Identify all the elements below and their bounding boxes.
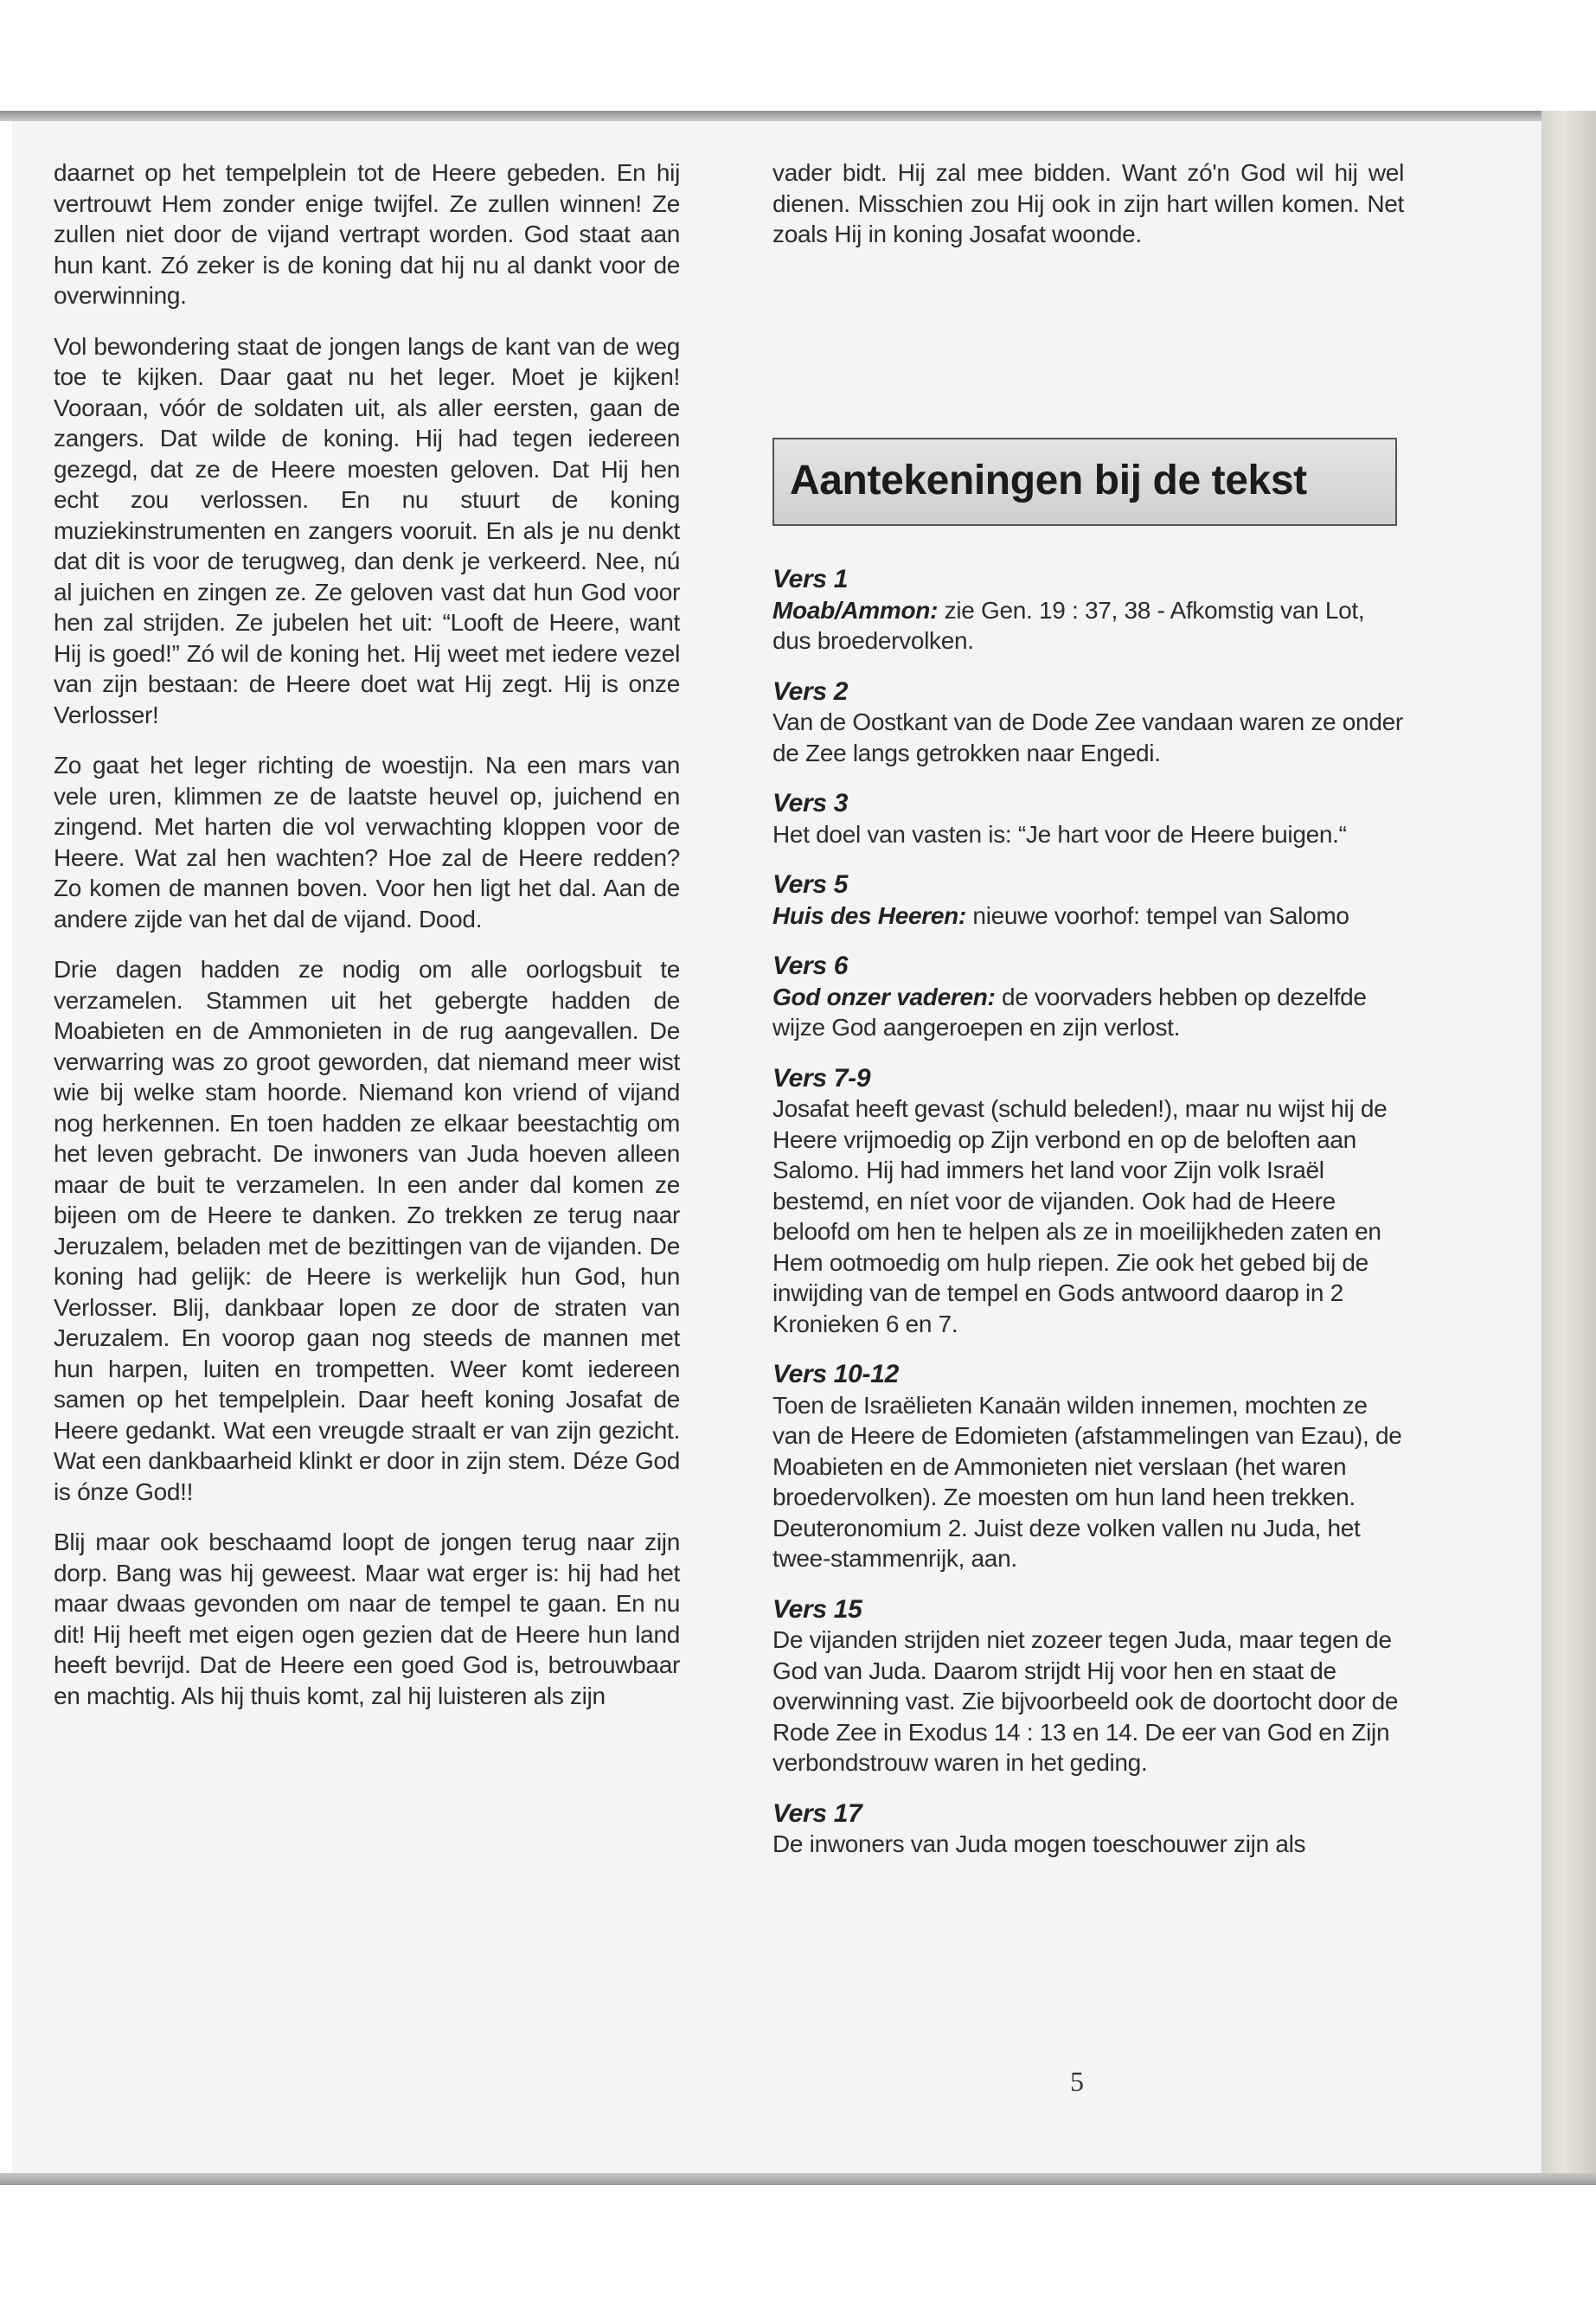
note-title: Vers 17 xyxy=(772,1798,862,1828)
note-title: Vers 5 xyxy=(772,870,849,899)
note-vers-15 xyxy=(772,1594,1404,1779)
note-text: nieuwe voorhof: tempel van Salomo xyxy=(965,901,1349,929)
note-text: De inwoners van Juda mogen toeschouwer zijn als xyxy=(772,1830,1306,1857)
note-title: Vers 6 xyxy=(772,952,849,980)
notes-heading-box xyxy=(772,438,1397,526)
left-paragraph-3: Zo gaat het leger richting de woestijn. Na een mars van vele uren, klimmen ze de laatste heuvel op, juichend en zingend. Met harten die vol verwachting kloppen voor de Heere. Wat zal hen wachten? Hoe zal de Heere redden? Zo komen de mannen boven. Voor hen ligt het dal. Aan de andere zijde van het dal de vijand. Dood. xyxy=(54,752,680,933)
book-edge-right xyxy=(1542,111,1596,2182)
note-term: God onzer vaderen: xyxy=(772,983,996,1010)
note-text: zie Gen. 19 : 37, 38 - Afkomstig van Lot, dus broedervolken. xyxy=(772,596,1365,654)
note-text: De vijanden strijden niet zozeer tegen Juda, maar tegen de God van Juda. Daarom strijdt Hij voor hen en staat de overwinning vast. Zie bijvoorbeeld ook de doortocht door de Rode Zee in Exodus 14 : 13 en 14. De eer van God en Zijn verbondstrouw waren in het geding. xyxy=(772,1626,1399,1776)
note-text: Het doel van vasten is: “Je hart voor de Heere buigen.“ xyxy=(772,820,1347,848)
note-vers-17 xyxy=(772,1798,1404,1860)
note-title: Vers 10-12 xyxy=(772,1360,900,1388)
right-paragraph-intro: vader bidt. Hij zal mee bidden. Want zó'n God wil hij wel dienen. Misschien zou Hij ook in zijn hart willen komen. Net zoals Hij in koning Josafat woonde. xyxy=(772,159,1404,247)
note-vers-7-9 xyxy=(772,1063,1404,1340)
note-title: Vers 2 xyxy=(772,676,849,706)
notes-list xyxy=(772,564,1404,1880)
note-term: Huis des Heeren: xyxy=(772,901,966,929)
note-vers-6 xyxy=(772,951,1404,1043)
note-text: Josafat heeft gevast (schuld beleden!), maar nu wijst hij de Heere vrijmoedig op Zijn verbond en op de beloften aan Salomo. Hij had immers het land voor Zijn volk Israël bestemd, en níet voor de vijanden. Ook had de Heere beloofd om hen te helpen als ze in moeilijkheden zaten en Hem ootmoedig om hulp riepen. Zie ook het gebed bij de inwijding van de tempel en Gods antwoord daarop in 2 Kronieken 6 en 7. xyxy=(772,1095,1388,1337)
note-term: Moab/Ammon: xyxy=(772,596,939,624)
notes-heading: Aantekeningen bij de tekst xyxy=(790,458,1307,503)
scan-edge-top xyxy=(0,111,1596,121)
note-title: Vers 1 xyxy=(772,565,849,593)
note-vers-1 xyxy=(772,564,1404,657)
note-title: Vers 3 xyxy=(772,789,849,817)
scan-edge-bottom xyxy=(0,2173,1596,2185)
left-paragraph-2: Vol bewondering staat de jongen langs de kant van de weg toe te kijken. Daar gaat nu het leger. Moet je kijken! Vooraan, vóór de soldaten uit, als aller eersten, gaan de zangers. Dat wilde de koning. Hij had tegen iedereen gezegd, dat ze de Heere moesten geloven. Dat Hij hen echt zou verlossen. En nu stuurt de koning muziekinstrumenten en zangers vooruit. En als je nu denkt dat dit is voor de terugweg, dan denk je verkeerd. Nee, nú al juichen en zingen ze. Ze geloven vast dat hun God voor hen zal strijden. Ze jubelen het uit: “Looft de Heere, want Hij is goed!” Zó wil de koning het. Hij weet met iedere vezel van zijn bestaan: de Heere doet wat Hij zegt. Hij is onze Verlosser! xyxy=(54,332,680,728)
note-title: Vers 7-9 xyxy=(772,1063,871,1093)
left-paragraph-5: Blij maar ook beschaamd loopt de jongen terug naar zijn dorp. Bang was hij geweest. Maar wat erger is: hij had het maar dwaas gevonden om naar de tempel te gaan. En nu dit! Hij heeft met eigen ogen gezien dat de Heere hun land heeft bevrijd. Dat de Heere een goed God is, betrouwbaar en machtig. Als hij thuis komt, zal hij luisteren als zijn xyxy=(54,1529,680,1709)
right-column-intro xyxy=(772,157,1404,250)
note-text: Van de Oostkant van de Dode Zee vandaan waren ze onder de Zee langs getrokken naar Engedi. xyxy=(772,708,1403,766)
note-text: de voorvaders hebben op dezelfde wijze God aangeroepen en zijn verlost. xyxy=(772,983,1367,1041)
note-vers-2 xyxy=(772,676,1404,769)
left-paragraph-1: daarnet op het tempelplein tot de Heere gebeden. En hij vertrouwt Hem zonder enige twijfel. Ze zullen winnen! Ze zullen niet door de vijand vertrapt worden. God staat aan hun kant. Zó zeker is de koning dat hij nu al dankt voor de overwinning. xyxy=(54,159,680,309)
note-text: Toen de Israëlieten Kanaän wilden innemen, mochten ze van de Heere de Edomieten (afstammelingen van Ezau), de Moabieten en de Ammonieten niet verslaan (het waren broedervolken). Ze moesten om hun land heen trekken. Deuteronomium 2. Juist deze volken vallen nu Juda, het twee-stammenrijk, aan. xyxy=(772,1391,1402,1572)
left-paragraph-4: Drie dagen hadden ze nodig om alle oorlogsbuit te verzamelen. Stammen uit het gebergte hadden de Moabieten en de Ammonieten in de rug aangevallen. De verwarring was zo groot geworden, dat niemand meer wist wie bij welke stam hoorde. Niemand kon vriend of vijand nog herkennen. En toen hadden ze elkaar beestachtig om het leven gebracht. De inwoners van Juda hoeven alleen maar de buit te verzamelen. In een ander dal komen ze bijeen om de Heere te danken. Zo trekken ze terug naar Jeruzalem, beladen met de bezittingen van de vijanden. De koning had gelijk: de Heere is werkelijk hun God, hun Verlosser. Blij, dankbaar lopen ze door de straten van Jeruzalem. En voorop gaan nog steeds de mannen met hun harpen, luiten en trompetten. Weer komt iedereen samen op het tempelplein. Daar heeft koning Josafat de Heere gedankt. Wat een vreugde straalt er van zijn gezicht. Wat een dankbaarheid klinkt er door in zijn stem. Déze God is ónze God!! xyxy=(54,956,680,1505)
left-column xyxy=(54,157,680,1711)
note-title: Vers 15 xyxy=(772,1594,862,1624)
note-vers-3 xyxy=(772,788,1404,849)
note-vers-5 xyxy=(772,869,1404,931)
note-vers-10-12 xyxy=(772,1359,1404,1574)
page-number: 5 xyxy=(1070,2066,1084,2097)
